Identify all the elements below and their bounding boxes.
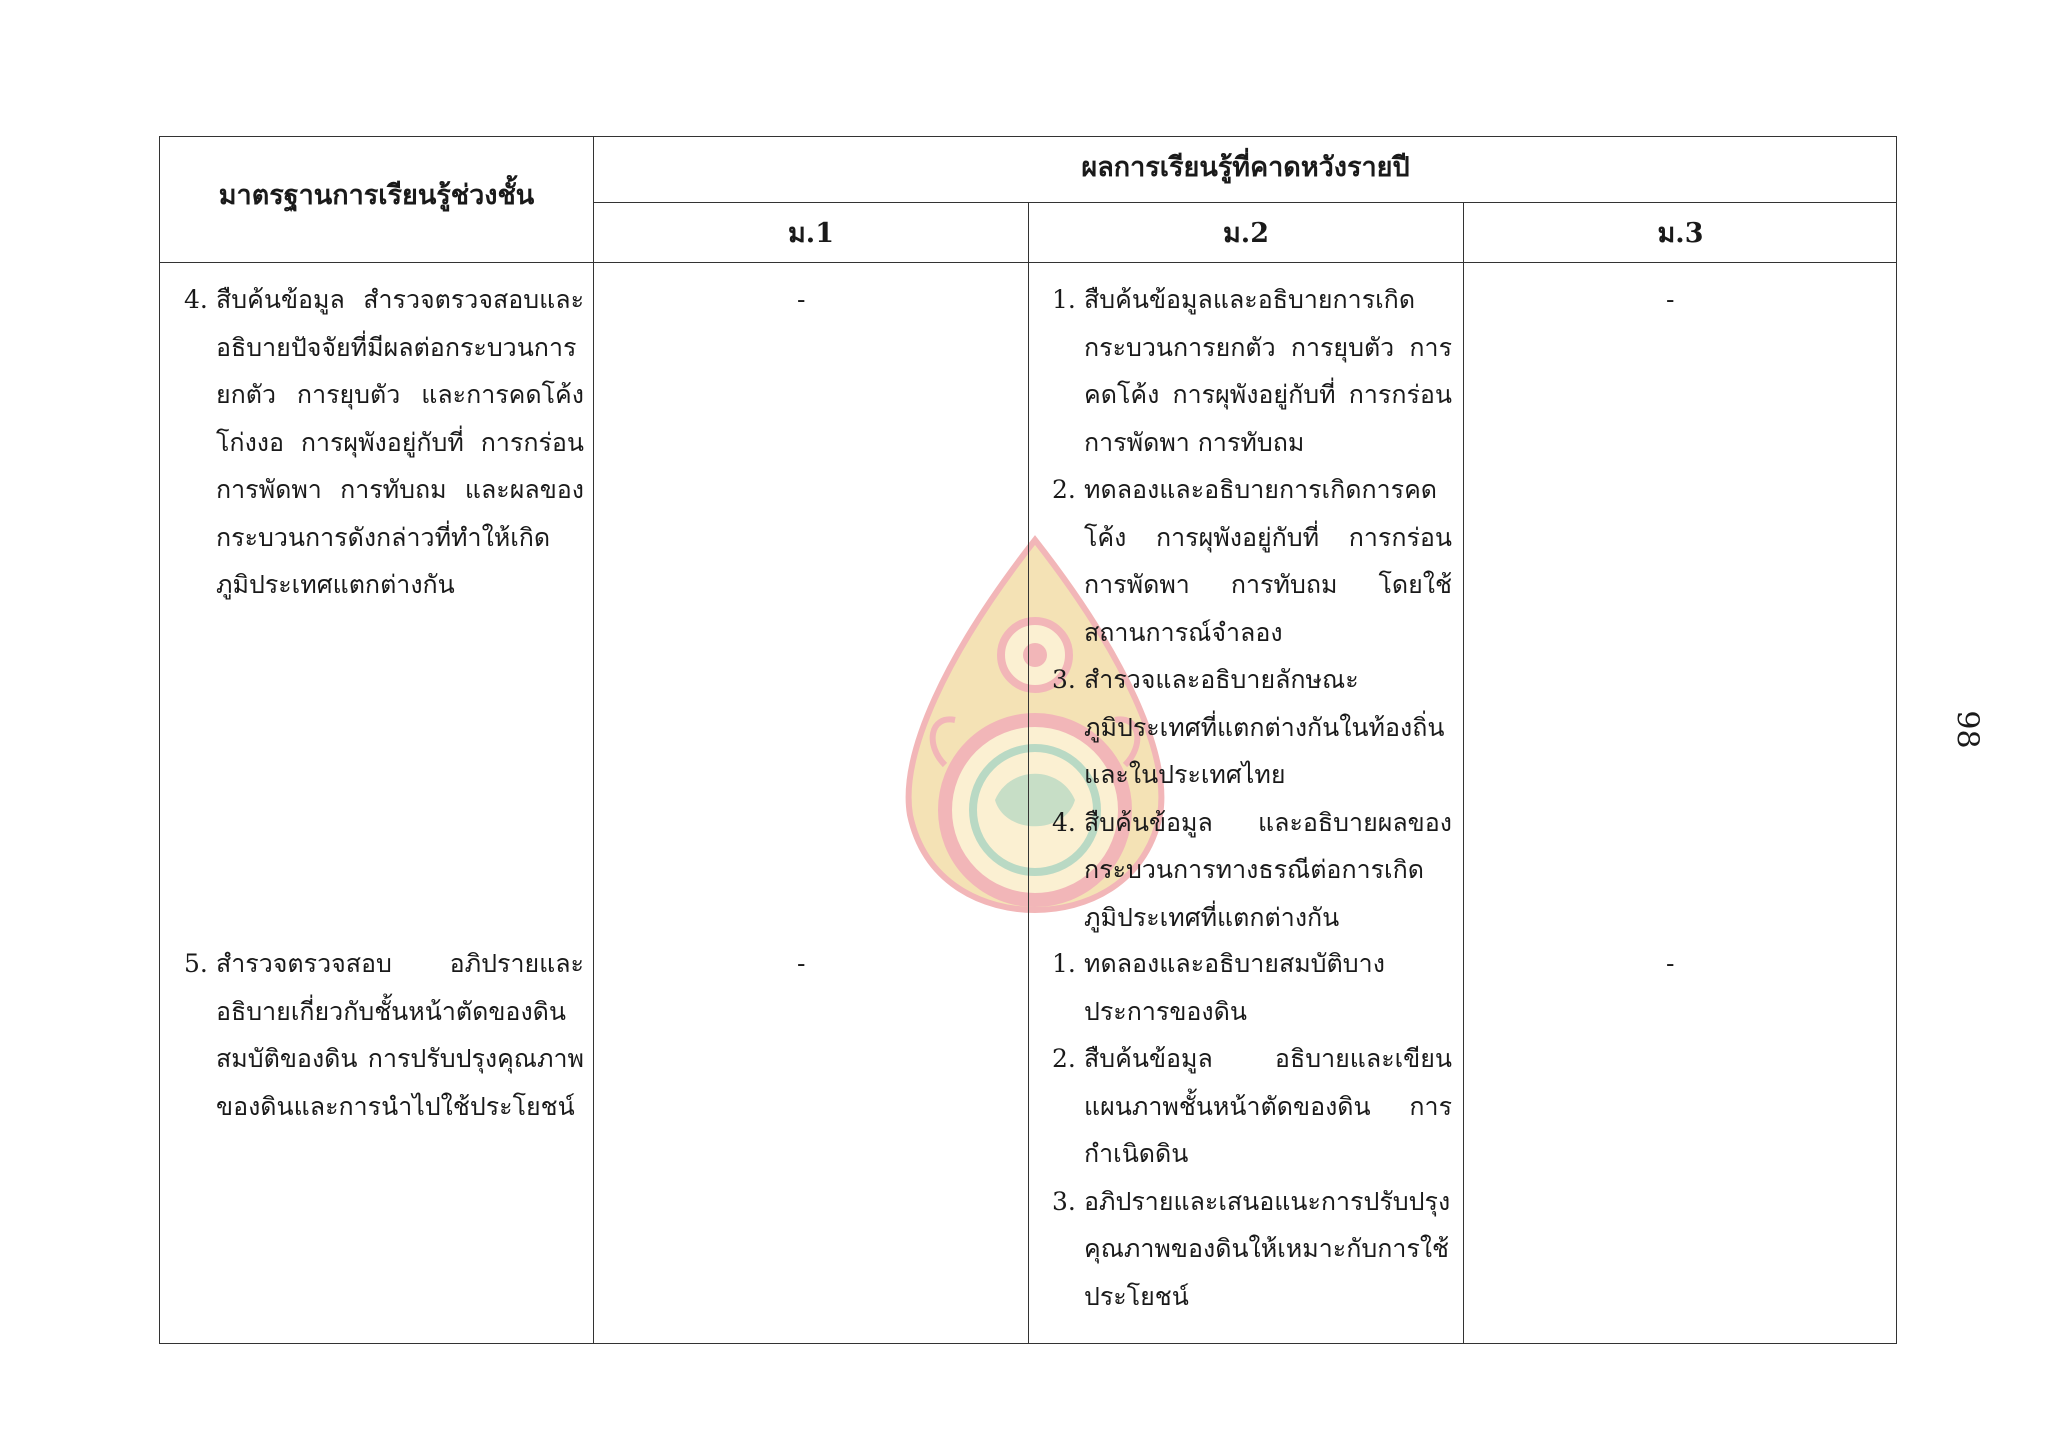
item-text: สืบค้นข้อมูลและอธิบายการเกิดกระบวนการยกตัว การยุบตัว การคดโค้ง การผุพังอยู่กับที่ การกร่อน การพัดพา การทับถม [1084,285,1452,457]
item-text: ทดลองและอธิบายการเกิดการคดโค้ง การผุพังอยู่กับที่ การกร่อน การพัดพา การทับถม โดยใช้สถานการณ์จำลอง [1084,475,1452,647]
item-text: สำรวจและอธิบายลักษณะภูมิประเทศที่แตกต่างกันในท้องถิ่นและในประเทศไทย [1084,665,1445,789]
col-divider-m2 [1463,202,1464,1344]
list-item [1052,940,1452,1035]
item-number: 1. [1052,949,1076,978]
item-text: สืบค้นข้อมูล และอธิบายผลของกระบวนการทางธรณีต่อการเกิดภูมิประเทศที่แตกต่างกัน [1084,807,1452,932]
row2-m1-dash: - [797,949,806,978]
list-item [184,940,584,1130]
list-item [1052,656,1452,799]
item-number: 3. [1052,1186,1076,1216]
item-number: 4. [184,285,208,314]
row1-m2-list [1052,276,1452,941]
row1-m3-dash: - [1666,285,1675,314]
list-item [184,276,584,609]
item-number: 2. [1052,1044,1076,1073]
item-text: สืบค้นข้อมูล อธิบายและเขียนแผนภาพชั้นหน้าตัดของดิน การกำเนิดดิน [1084,1044,1452,1168]
row2-m3-dash: - [1666,949,1675,978]
header-grade-m2: ม.2 [1223,218,1269,249]
item-number: 5. [184,949,208,978]
list-item [1052,1035,1452,1178]
item-text: ทดลองและอธิบายสมบัติบางประการของดิน [1084,949,1385,1026]
col-divider-m1 [1028,202,1029,1344]
header-divider-grades [594,202,1897,203]
row2-m2-list [1052,940,1452,1320]
row1-m1-dash: - [797,285,806,314]
header-grade-m1: ม.1 [788,218,834,249]
item-text: สืบค้นข้อมูล สำรวจตรวจสอบและอธิบายปัจจัยที่มีผลต่อกระบวนการยกตัว การยุบตัว และการคดโค้งโก่งงอ การผุพังอยู่กับที่ การกร่อน การพัดพา การทับถม และผลของกระบวนการดังกล่าวที่ทำให้เกิดภูมิประเทศแตกต่างกัน [216,285,584,599]
item-text: สำรวจตรวจสอบ อภิปรายและอธิบายเกี่ยวกับชั้นหน้าตัดของดิน สมบัติของดิน การปรับปรุงคุณภาพของดินและการนำไปใช้ประโยชน์ [216,949,584,1121]
col-divider-standard [593,136,594,1344]
item-number: 4. [1052,807,1076,837]
item-text: อภิปรายและเสนอแนะการปรับปรุงคุณภาพของดินให้เหมาะกับการใช้ประโยชน์ [1084,1186,1451,1311]
row2-standard [184,940,584,1130]
list-item [1052,276,1452,466]
row1-standard [184,276,584,609]
header-bottom-divider [159,262,1897,263]
list-item [1052,466,1452,656]
item-number: 3. [1052,665,1076,694]
header-grade-m3: ม.3 [1657,218,1704,249]
header-outcomes: ผลการเรียนรู้ที่คาดหวังรายปี [1081,152,1410,183]
page-number: 98 [1949,710,1985,749]
header-standard: มาตรฐานการเรียนรู้ช่วงชั้น [218,180,535,211]
list-item [1052,799,1452,942]
item-number: 2. [1052,475,1076,504]
item-number: 1. [1052,285,1076,314]
list-item [1052,1178,1452,1321]
